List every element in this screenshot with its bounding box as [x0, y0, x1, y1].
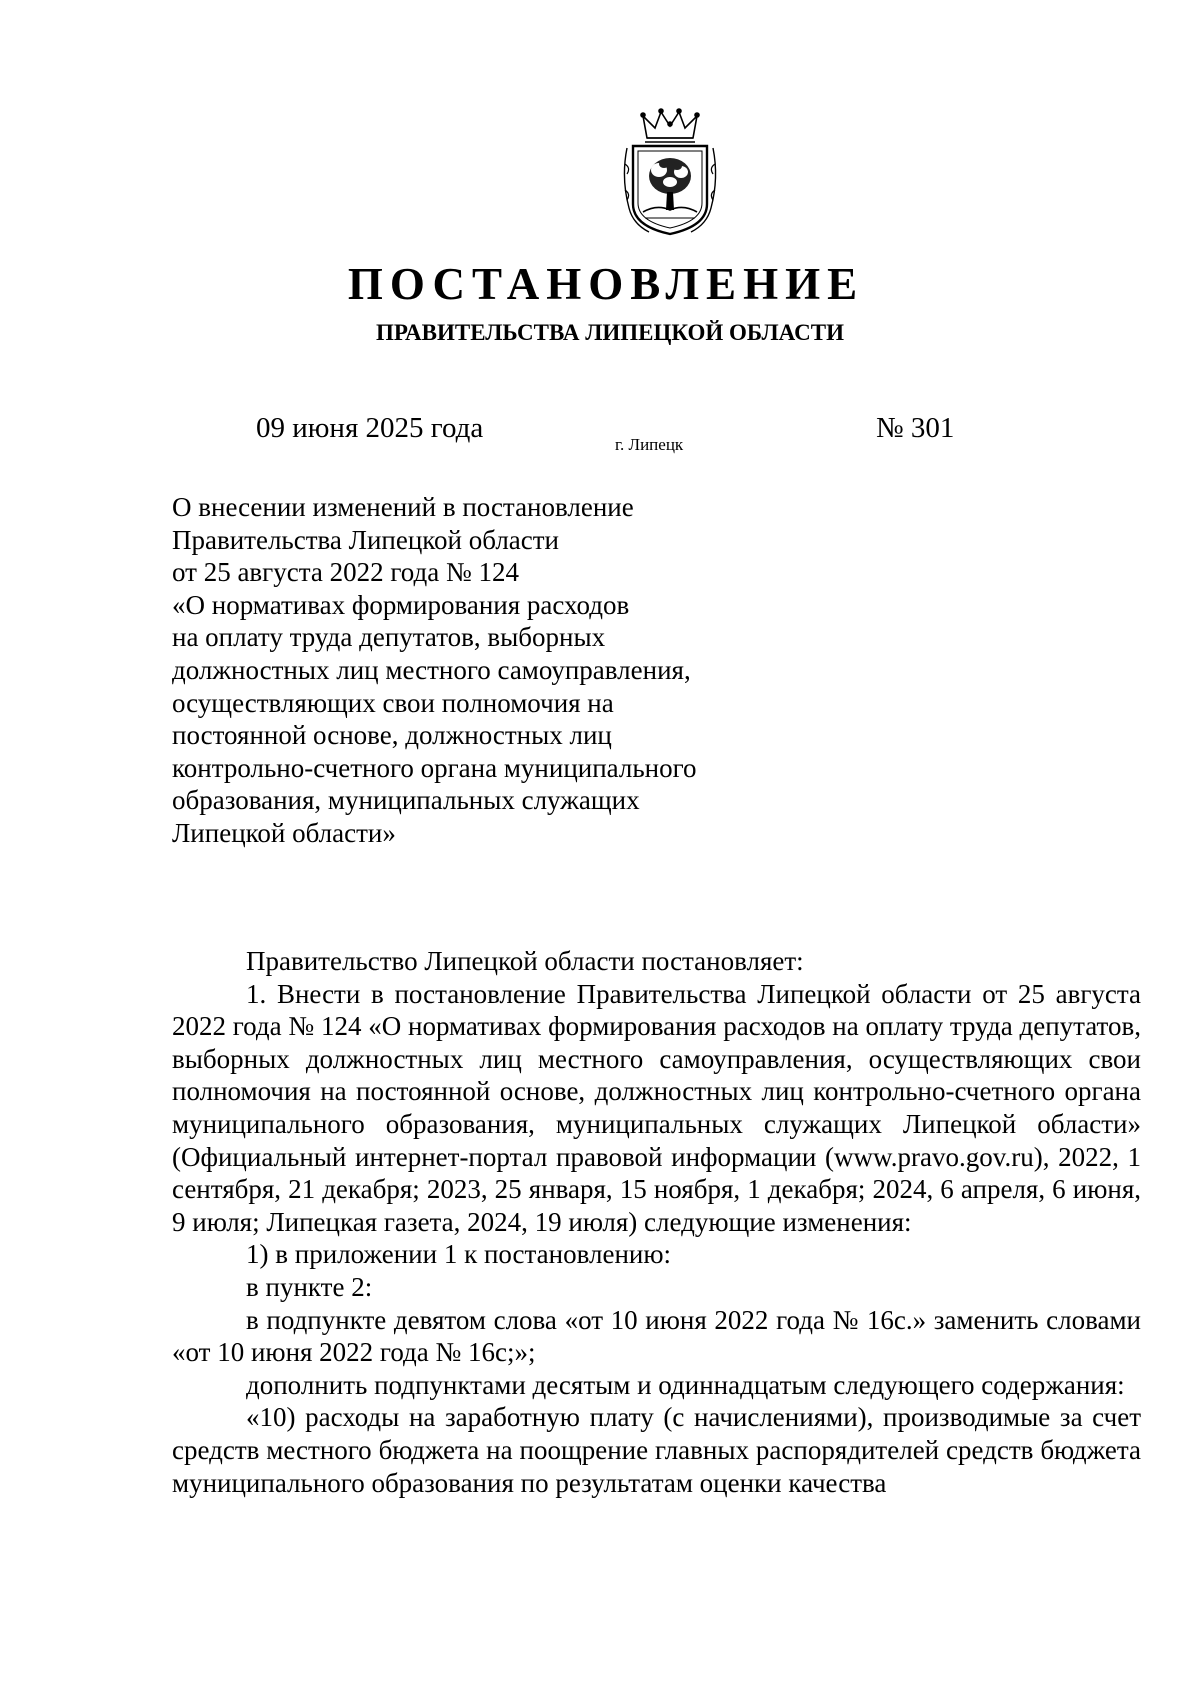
title-line: О внесении изменений в постановление — [172, 492, 634, 522]
document-title — [172, 491, 872, 850]
new-subitem-paragraph: «10) расходы на заработную плату (с начислениями), производимые за счет средств местного бюджета на поощрение главных распорядителей средств бюджета муниципального образования по результатам оценки качества — [172, 1402, 1141, 1498]
title-line: на оплату труда депутатов, выборных — [172, 622, 606, 653]
document-date: 09 июня 2025 года — [256, 412, 484, 444]
preamble-paragraph: Правительство Липецкой области постановляет: — [246, 946, 804, 976]
addition-paragraph: дополнить подпунктами десятым и одиннадцатым следующего содержания: — [246, 1369, 1125, 1400]
title-line: контрольно-счетного органа муниципального — [172, 752, 697, 783]
title-line: Липецкой области» — [172, 817, 396, 848]
title-line: от 25 августа 2022 года № 124 — [172, 557, 519, 588]
title-line: должностных лиц местного самоуправления, — [172, 654, 691, 685]
amendment-paragraph: в подпункте девятом слова «от 10 июня 2022 года № 16с.» заменить словами «от 10 июня 2022 года № 16с;»; — [172, 1304, 1141, 1368]
document-body — [172, 945, 1141, 1499]
title-line: постоянной основе, должностных лиц — [172, 720, 612, 751]
title-line: осуществляющих свои полномочия на — [172, 687, 614, 718]
document-type-heading: ПОСТАНОВЛЕНИЕ — [347, 259, 865, 309]
document-number: № 301 — [876, 412, 955, 444]
title-line: образования, муниципальных служащих — [172, 785, 640, 816]
coat-of-arms-icon — [619, 108, 721, 238]
item-paragraph: в пункте 2: — [246, 1271, 373, 1302]
title-line: Правительства Липецкой области — [172, 524, 560, 555]
document-city: г. Липецк — [615, 435, 684, 454]
subclause-paragraph: 1) в приложении 1 к постановлению: — [246, 1239, 672, 1270]
title-line: «О нормативах формирования расходов — [172, 589, 630, 620]
clause-1-paragraph: 1. Внести в постановление Правительства Липецкой области от 25 августа 2022 года № 124 «О нормативах формирования расходов на оплату труда депутатов, выборных должностных лиц местного самоуправления, осуществляющих свои полномочия на постоянной основе, должностных лиц контрольно-счетного органа муниципального образования, муниципальных служащих Липецкой области» (Официальный интернет-портал правовой информации (www.pravo.gov.ru), 2022, 1 сентября, 21 декабря; 2023, 25 января, 15 ноября, 1 декабря; 2024, 6 апреля, 6 июня, 9 июля; Липецкая газета, 2024, 19 июля) следующие изменения: — [172, 978, 1141, 1237]
issuer-heading: ПРАВИТЕЛЬСТВА ЛИПЕЦКОЙ ОБЛАСТИ — [376, 320, 844, 345]
